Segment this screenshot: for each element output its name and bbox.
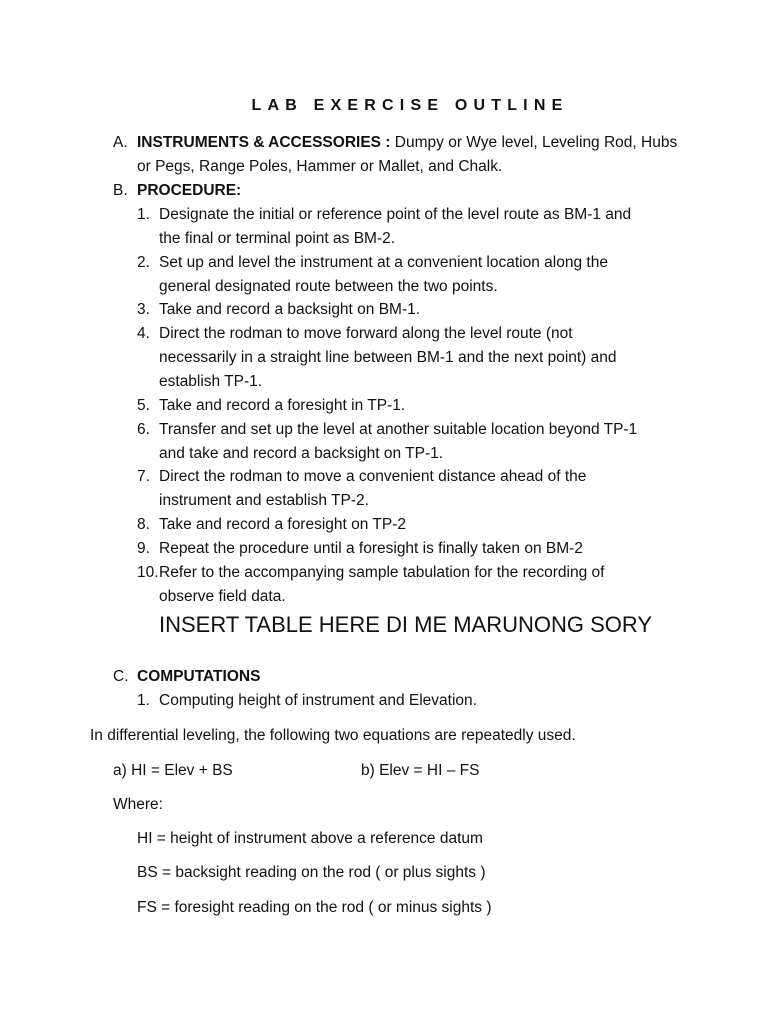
step-line: Take and record a backsight on BM-1. xyxy=(159,301,421,318)
step-number: 10. xyxy=(137,564,159,581)
step-line: general designated route between the two points. xyxy=(159,278,498,295)
step-line: Direct the rodman to move a convenient distance ahead of the xyxy=(159,468,587,485)
section-a-text: Dumpy or Wye level, Leveling Rod, Hubs xyxy=(390,134,678,151)
step-number: 9. xyxy=(137,540,150,557)
section-c-item-text: Computing height of instrument and Elevation. xyxy=(159,692,477,709)
equation-a: a) HI = Elev + BS xyxy=(113,762,233,779)
insert-table-note: INSERT TABLE HERE DI ME MARUNONG SORY xyxy=(159,612,653,637)
step-line: necessarily in a straight line between BM-1 and the next point) and xyxy=(159,349,617,366)
step-line: Refer to the accompanying sample tabulation for the recording of xyxy=(159,564,605,581)
step-line: the final or terminal point as BM-2. xyxy=(159,230,396,247)
step-line: Designate the initial or reference point of the level route as BM-1 and xyxy=(159,206,632,223)
section-a-line2: or Pegs, Range Poles, Hammer or Mallet, and Chalk. xyxy=(137,158,503,175)
step-number: 3. xyxy=(137,301,150,318)
step-number: 6. xyxy=(137,421,150,438)
where-label: Where: xyxy=(113,796,163,813)
section-c-letter: C. xyxy=(113,668,129,685)
step-line: Set up and level the instrument at a convenient location along the xyxy=(159,254,608,271)
section-b-letter: B. xyxy=(113,182,128,199)
intro-paragraph: In differential leveling, the following two equations are repeatedly used. xyxy=(90,727,576,744)
section-a-heading: INSTRUMENTS & ACCESSORIES : xyxy=(137,134,391,151)
document-title: LAB EXERCISE OUTLINE xyxy=(251,97,569,114)
definition-hi: HI = height of instrument above a reference datum xyxy=(137,830,483,847)
step-number: 2. xyxy=(137,254,150,271)
step-line: establish TP-1. xyxy=(159,373,263,390)
section-a-line1 xyxy=(137,131,677,155)
definition-fs: FS = foresight reading on the rod ( or minus sights ) xyxy=(137,899,492,916)
section-b-heading: PROCEDURE: xyxy=(137,182,242,199)
section-c-heading: COMPUTATIONS xyxy=(137,668,261,685)
step-line: Take and record a foresight in TP-1. xyxy=(159,397,406,414)
definition-bs: BS = backsight reading on the rod ( or plus sights ) xyxy=(137,864,486,881)
step-line: and take and record a backsight on TP-1. xyxy=(159,445,444,462)
step-number: 4. xyxy=(137,325,150,342)
step-line: observe field data. xyxy=(159,588,286,605)
step-number: 5. xyxy=(137,397,150,414)
section-a-letter: A. xyxy=(113,134,128,151)
equation-b: b) Elev = HI – FS xyxy=(361,762,480,779)
step-number: 7. xyxy=(137,468,150,485)
section-c-item-number: 1. xyxy=(137,692,150,709)
step-line: Transfer and set up the level at another suitable location beyond TP-1 xyxy=(159,421,638,438)
step-line: Repeat the procedure until a foresight is finally taken on BM-2 xyxy=(159,540,583,557)
step-line: Direct the rodman to move forward along the level route (not xyxy=(159,325,573,342)
step-line: Take and record a foresight on TP-2 xyxy=(159,516,406,533)
step-number: 1. xyxy=(137,206,150,223)
step-number: 8. xyxy=(137,516,150,533)
step-line: instrument and establish TP-2. xyxy=(159,492,369,509)
